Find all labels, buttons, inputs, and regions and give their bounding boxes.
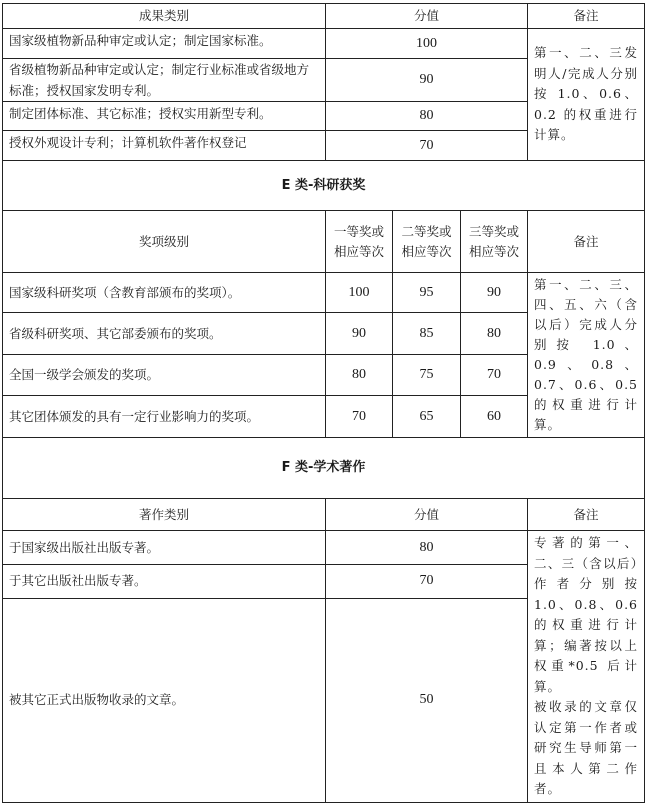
- scoring-table: [2, 3, 645, 803]
- header-category: 成果类别: [3, 4, 326, 29]
- header-score: 分值: [326, 4, 528, 29]
- header-note: 备注: [528, 499, 645, 531]
- row-first: 70: [326, 396, 393, 438]
- row-category: 省级科研奖项、其它部委颁布的奖项。: [3, 313, 326, 355]
- section-e-title: E 类-科研获奖: [3, 161, 645, 211]
- row-third: 80: [461, 313, 528, 355]
- row-third: 70: [461, 354, 528, 396]
- row-category: 被其它正式出版物收录的文章。: [3, 598, 326, 802]
- header-second-prize: 二等奖或相应等次: [393, 211, 461, 273]
- header-note: 备注: [528, 211, 645, 273]
- row-first: 100: [326, 273, 393, 313]
- section-f-title: F 类-学术著作: [3, 438, 645, 499]
- header-third-prize: 三等奖或相应等次: [461, 211, 528, 273]
- row-second: 75: [393, 354, 461, 396]
- table-row: [3, 531, 645, 565]
- header-first-prize: 一等奖或相应等次: [326, 211, 393, 273]
- header-score: 分值: [326, 499, 528, 531]
- section-f-note-monograph: 专著的第一、二、三（含以后）作者分别按 1.0、0.8、0.6 的权重进行计算；编著按以上权重*0.5 后计算。: [534, 535, 638, 694]
- row-category: 于其它出版社出版专著。: [3, 565, 326, 598]
- row-category: 授权外观设计专利；计算机软件著作权登记: [3, 131, 326, 161]
- section-d-note: 第一、二、三发明人/完成人分别按 1.0、0.6、0.2 的权重进行计算。: [528, 29, 645, 161]
- section-e-header-row: [3, 211, 645, 273]
- row-second: 85: [393, 313, 461, 355]
- row-category: 其它团体颁发的具有一定行业影响力的奖项。: [3, 396, 326, 438]
- table-row: [3, 29, 645, 59]
- row-category: 国家级植物新品种审定或认定；制定国家标准。: [3, 29, 326, 59]
- row-second: 65: [393, 396, 461, 438]
- section-e-note: 第一、二、三、四、五、六（含以后）完成人分别按 1.0、0.9、0.8、0.7、0.6、0.5 的权重进行计算。: [528, 273, 645, 438]
- section-f-note: [528, 531, 645, 803]
- row-category: 省级植物新品种审定或认定；制定行业标准或省级地方标准；授权国家发明专利。: [3, 59, 326, 102]
- row-category: 全国一级学会颁发的奖项。: [3, 354, 326, 396]
- row-score: 80: [326, 531, 528, 565]
- row-score: 90: [326, 59, 528, 102]
- row-first: 80: [326, 354, 393, 396]
- row-score: 50: [326, 598, 528, 802]
- row-category: 制定团体标准、其它标准；授权实用新型专利。: [3, 102, 326, 131]
- row-score: 80: [326, 102, 528, 131]
- row-score: 70: [326, 565, 528, 598]
- table-row: [3, 273, 645, 313]
- row-third: 60: [461, 396, 528, 438]
- row-first: 90: [326, 313, 393, 355]
- row-category: 于国家级出版社出版专著。: [3, 531, 326, 565]
- row-score: 100: [326, 29, 528, 59]
- row-category: 国家级科研奖项（含教育部颁布的奖项）。: [3, 273, 326, 313]
- row-second: 95: [393, 273, 461, 313]
- header-work-category: 著作类别: [3, 499, 326, 531]
- section-f-header-row: [3, 499, 645, 531]
- section-f-note-article: 被收录的文章仅认定第一作者或研究生导师第一且本人第二作者。: [534, 699, 638, 796]
- row-third: 90: [461, 273, 528, 313]
- section-f-title-row: [3, 438, 645, 499]
- row-score: 70: [326, 131, 528, 161]
- section-d-header-row: [3, 4, 645, 29]
- header-note: 备注: [528, 4, 645, 29]
- section-e-title-row: [3, 161, 645, 211]
- header-award-level: 奖项级别: [3, 211, 326, 273]
- scoring-table-page: [2, 3, 644, 803]
